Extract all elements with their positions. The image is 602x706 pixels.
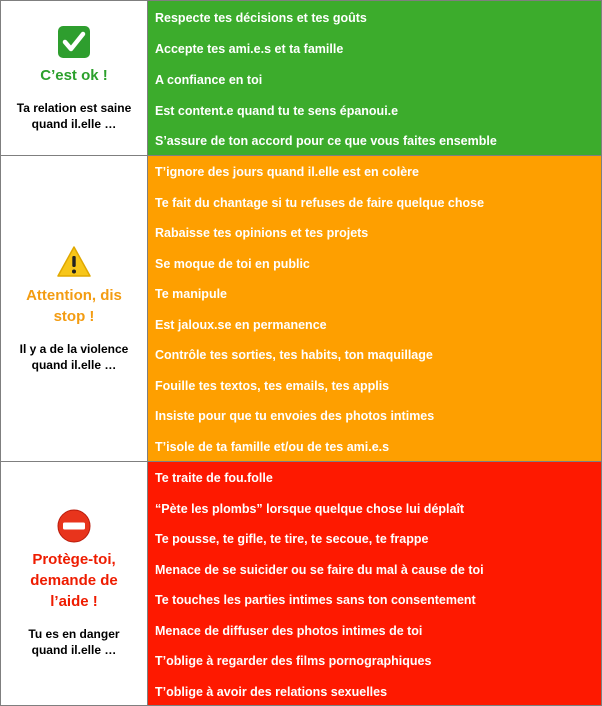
list-item: S’assure de ton accord pour ce que vous faites ensemble <box>155 134 497 148</box>
warning-icon <box>56 245 92 279</box>
description-line: quand il.elle … <box>31 643 117 657</box>
description-line: Ta relation est saine <box>16 100 132 115</box>
status-description-danger <box>28 626 119 658</box>
list-item: Te traite de fou.folle <box>155 471 273 485</box>
list-item: Fouille tes textos, tes emails, tes applis <box>155 379 390 393</box>
status-description-warning <box>20 341 129 373</box>
section-warning-label-cell <box>1 156 148 461</box>
status-line: Attention, dis <box>26 286 122 304</box>
status-line: demande de <box>30 572 118 589</box>
section-danger <box>1 462 601 705</box>
section-ok-label-cell <box>1 1 148 155</box>
status-line: Protège-toi, <box>32 551 116 568</box>
status-line: l’aide ! <box>50 593 98 610</box>
list-item: T’oblige à regarder des films pornographiques <box>155 654 432 668</box>
list-item: T’oblige à avoir des relations sexuelles <box>155 685 388 699</box>
list-item: Se moque de toi en public <box>155 257 310 271</box>
description-line: quand il.elle … <box>31 116 117 131</box>
list-item: Est jaloux.se en permanence <box>155 318 327 332</box>
list-item: Est content.e quand tu te sens épanoui.e <box>155 104 399 118</box>
section-warning-items-cell <box>148 156 601 461</box>
list-item: Menace de se suicider ou se faire du mal à cause de toi <box>155 563 484 577</box>
section-danger-label-cell <box>1 462 148 705</box>
list-item: Accepte tes ami.e.s et ta famille <box>155 42 344 56</box>
section-ok-items-cell <box>148 1 601 155</box>
list-item: Te pousse, te gifle, te tire, te secoue, te frappe <box>155 532 429 546</box>
list-item: Menace de diffuser des photos intimes de toi <box>155 624 423 638</box>
list-item: A confiance en toi <box>155 73 263 87</box>
list-item: Insiste pour que tu envoies des photos intimes <box>155 409 435 423</box>
list-item: “Pète les plombs” lorsque quelque chose lui déplaît <box>155 502 465 516</box>
check-mark-icon <box>57 25 91 59</box>
list-item: Te fait du chantage si tu refuses de faire quelque chose <box>155 196 485 210</box>
list-item: Rabaisse tes opinions et tes projets <box>155 226 369 240</box>
description-line: quand il.elle … <box>31 357 117 372</box>
status-label-danger <box>30 549 118 612</box>
list-item: Respecte tes décisions et tes goûts <box>155 11 367 25</box>
section-warning <box>1 156 601 461</box>
status-label-warning <box>26 285 122 327</box>
status-description-ok <box>17 100 132 132</box>
status-label-ok: C’est ok ! <box>40 66 108 84</box>
list-item: T’isole de ta famille et/ou de tes ami.e.s <box>155 440 390 454</box>
section-ok <box>1 1 601 155</box>
list-item: T’ignore des jours quand il.elle est en colère <box>155 165 419 179</box>
list-item: Contrôle tes sorties, tes habits, ton maquillage <box>155 348 433 362</box>
description-line: Il y a de la violence <box>19 341 129 356</box>
status-line: stop ! <box>53 307 95 325</box>
description-line: Tu es en danger <box>28 627 120 641</box>
section-danger-items-cell <box>148 462 601 705</box>
no-entry-icon <box>57 509 91 543</box>
list-item: Te touches les parties intimes sans ton consentement <box>155 593 476 607</box>
list-item: Te manipule <box>155 287 228 301</box>
